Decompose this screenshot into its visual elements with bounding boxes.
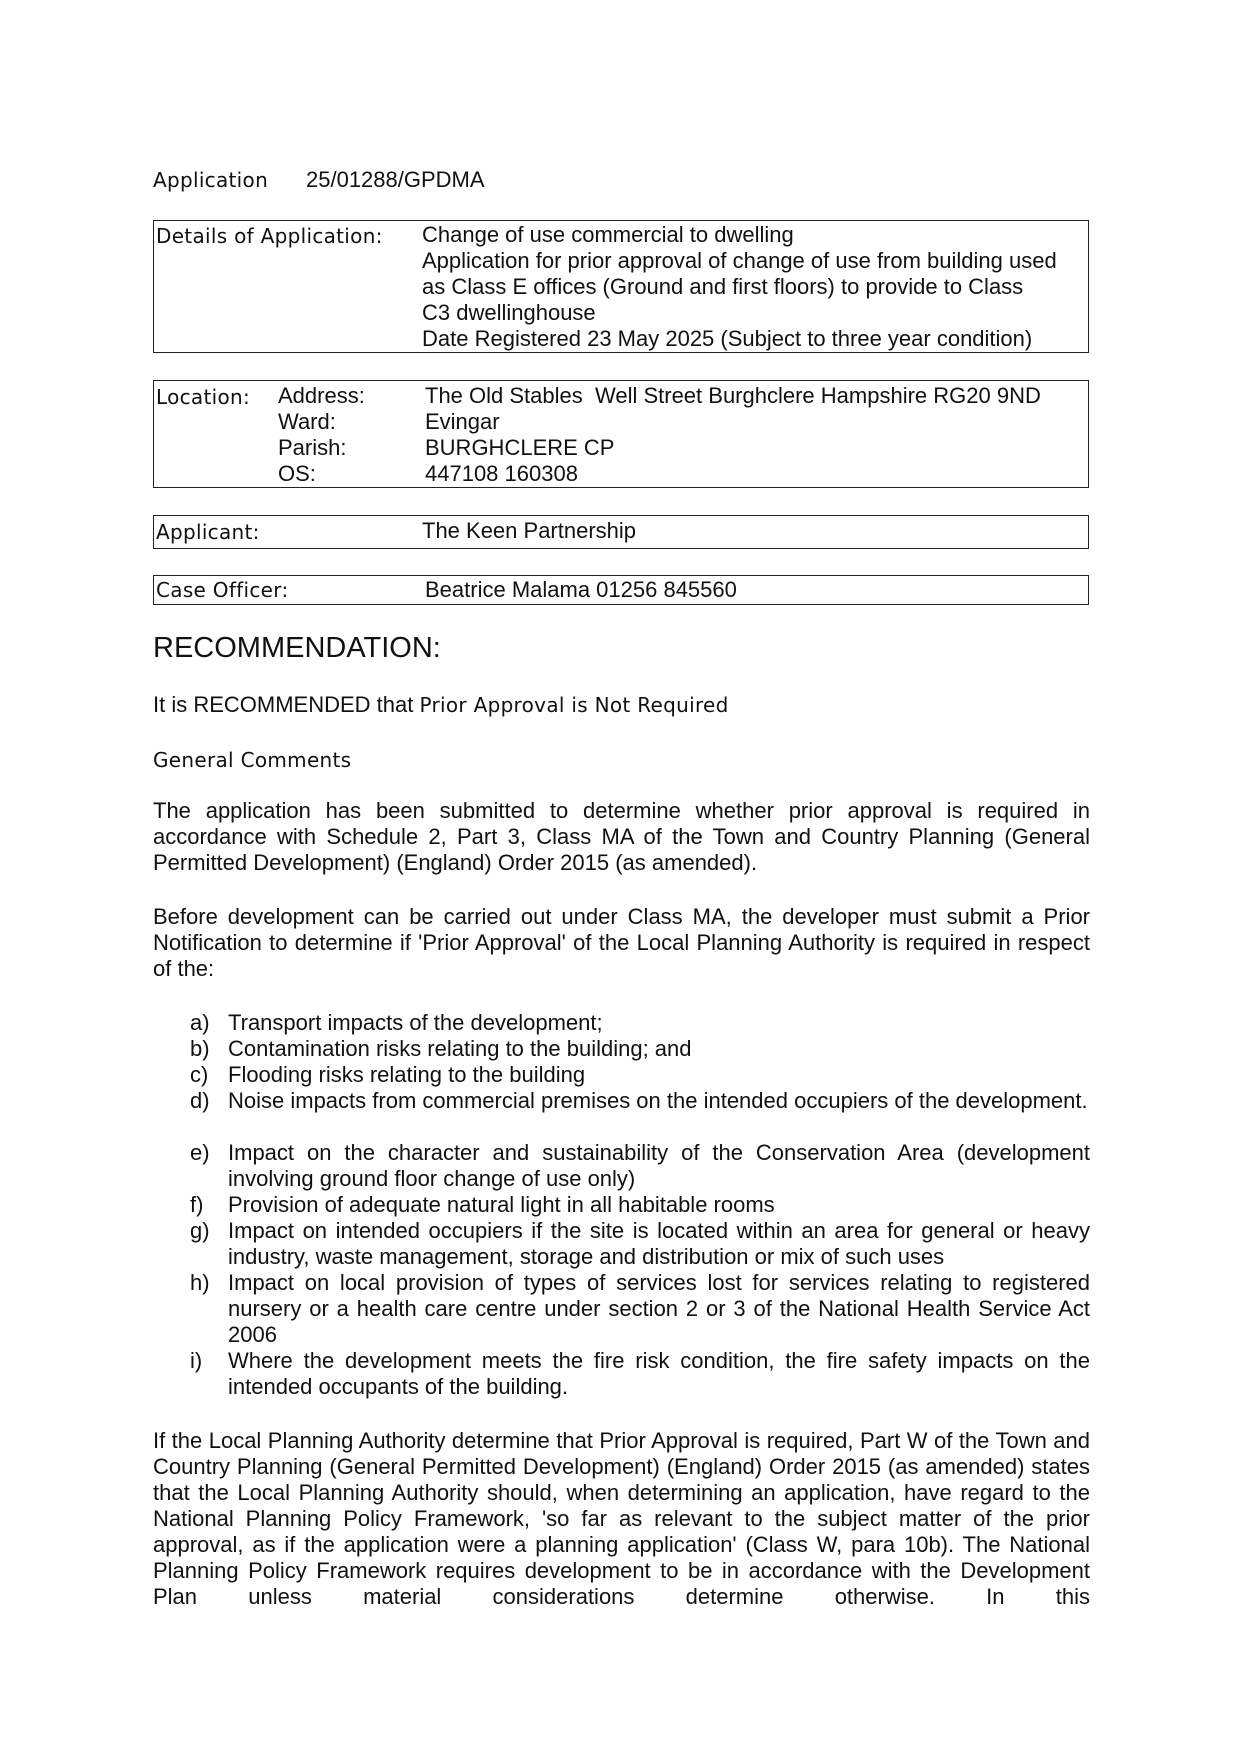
list-item [190, 1348, 1090, 1400]
list-item [190, 1218, 1090, 1270]
list-item [190, 1088, 1090, 1114]
list-marker: i) [190, 1348, 203, 1373]
applicant-box [153, 515, 1089, 549]
application-label: Application [153, 168, 269, 192]
applicant-value: The Keen Partnership [422, 518, 637, 543]
list-item [190, 1270, 1090, 1348]
parish-key: Parish: [278, 435, 347, 460]
recommendation-decision: Prior Approval is Not Required [419, 693, 729, 717]
list-marker: b) [190, 1036, 210, 1061]
case-officer-box [153, 575, 1089, 605]
location-values [425, 383, 1085, 487]
list-marker: e) [190, 1140, 210, 1165]
details-line: C3 dwellinghouse [422, 300, 596, 325]
list-marker: f) [190, 1192, 204, 1217]
address-key: Address: [278, 383, 365, 408]
list-item [190, 1192, 1090, 1218]
list-item [190, 1062, 1090, 1088]
applicant-label: Applicant: [156, 520, 260, 544]
list-marker: h) [190, 1270, 210, 1295]
list-text: Flooding risks relating to the building [228, 1062, 586, 1087]
list-marker: d) [190, 1088, 210, 1113]
list-text: Noise impacts from commercial premises on the intended occupiers of the development. [228, 1088, 1088, 1113]
case-officer-label: Case Officer: [156, 578, 289, 602]
ward-value: Evingar [425, 409, 500, 434]
list-text: Transport impacts of the development; [228, 1010, 603, 1035]
os-value: 447108 160308 [425, 461, 578, 486]
general-comments-heading: General Comments [153, 748, 352, 772]
application-number: 25/01288/GPDMA [306, 167, 485, 192]
recommendation-heading: RECOMMENDATION: [153, 632, 441, 664]
paragraph-2: Before development can be carried out under Class MA, the developer must submit a Prior Notification to determine if 'Prior Approval' of the Local Planning Authority is required in respect of the: [153, 904, 1090, 981]
location-box [153, 380, 1089, 488]
list-marker: g) [190, 1218, 210, 1243]
details-line: Date Registered 23 May 2025 (Subject to three year condition) [422, 326, 1033, 351]
list-text: Where the development meets the fire risk condition, the fire safety impacts on the intended occupants of the building. [228, 1348, 1090, 1399]
details-line: Change of use commercial to dwelling [422, 222, 794, 247]
list-text: Impact on intended occupiers if the site is located within an area for general or heavy industry, waste management, storage and distribution or mix of such uses [228, 1218, 1090, 1269]
list-item [190, 1036, 1090, 1062]
list-text: Impact on local provision of types of services lost for services relating to registered nursery or a health care centre under section 2 or 3 of the National Health Service Act 2006 [228, 1270, 1090, 1347]
details-line: as Class E offices (Ground and first floors) to provide to Class [422, 274, 1024, 299]
details-line: Application for prior approval of change of use from building used [422, 248, 1057, 273]
list-marker: a) [190, 1010, 210, 1035]
ward-key: Ward: [278, 409, 336, 434]
location-label: Location: [156, 385, 251, 409]
paragraph-3: If the Local Planning Authority determine that Prior Approval is required, Part W of the Town and Country Planning (General Permitted Development) (England) Order 2015 (as amended) states that the Local Planning Authority should, when determining an application, have regard to the National Planning Policy Framework, 'so far as relevant to the subject matter of the prior approval, as if the application were a planning application' (Class W, para 10b). The National Planning Policy Framework requires development to be in accordance with the Development Plan unless material considerations determine otherwise. In this [153, 1428, 1090, 1609]
paragraph-1: The application has been submitted to determine whether prior approval is required in accordance with Schedule 2, Part 3, Class MA of the Town and Country Planning (General Permitted Development) (England) Order 2015 (as amended). [153, 798, 1090, 875]
list-item [190, 1140, 1090, 1192]
details-text [422, 222, 1086, 352]
list-text: Impact on the character and sustainability of the Conservation Area (development involving ground floor change of use only) [228, 1140, 1090, 1191]
case-officer-value: Beatrice Malama 01256 845560 [425, 577, 737, 602]
recommendation-prefix: It is RECOMMENDED that [153, 692, 420, 717]
list-marker: c) [190, 1062, 209, 1087]
address-value: The Old Stables Well Street Burghclere Hampshire RG20 9ND [425, 383, 1041, 408]
os-key: OS: [278, 461, 316, 486]
list-item [190, 1010, 1090, 1036]
location-keys [278, 383, 365, 487]
recommendation-line [153, 692, 729, 718]
parish-value: BURGHCLERE CP [425, 435, 615, 460]
list-text: Provision of adequate natural light in all habitable rooms [228, 1192, 775, 1217]
details-label: Details of Application: [156, 224, 383, 248]
details-box [153, 220, 1089, 353]
list-text: Contamination risks relating to the building; and [228, 1036, 692, 1061]
